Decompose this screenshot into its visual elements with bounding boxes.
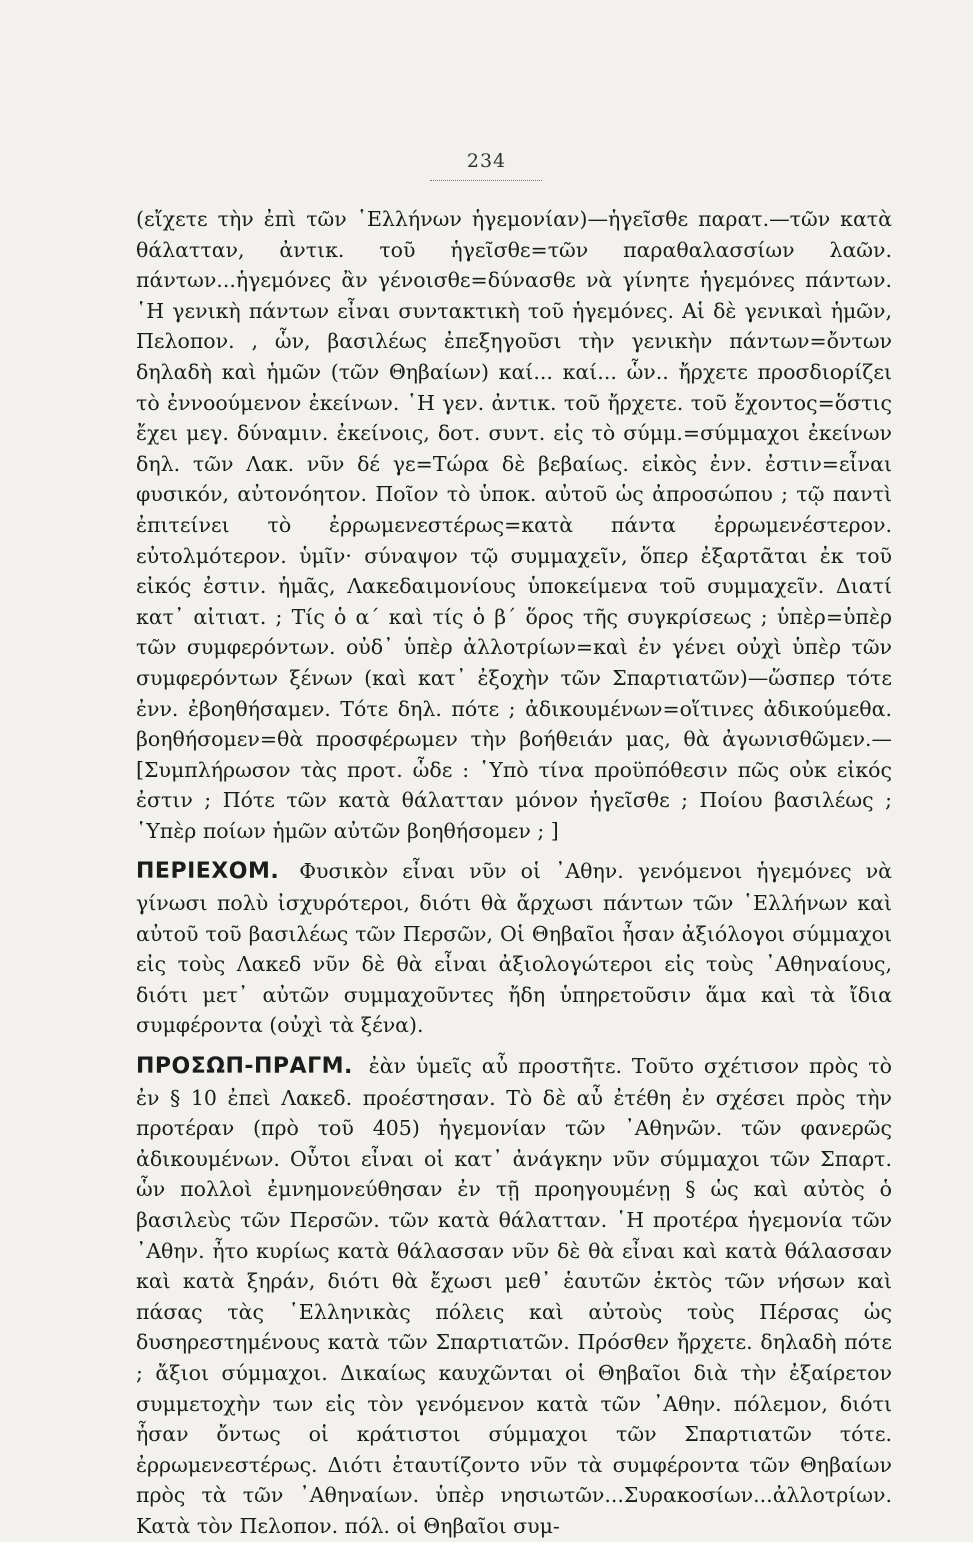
page-number: 234 xyxy=(466,150,507,172)
contents-section xyxy=(136,856,892,1041)
persons-text: ἐὰν ὑμεῖς αὖ προστῆτε. Τοῦτο σχέτισον πρὸς τὸ ἐν § 10 ἐπεὶ Λακεδ. προέστησαν. Τὸ δὲ αὖ ἐτέθη ἐν σχέσει πρὸς τὴν προτέραν (πρὸ τοῦ 405) ἡγεμονίαν τῶν ᾽Αθηνῶν. τῶν φανερῶς ἀδικουμένων. Οὗτοι εἶναι οἱ κατ᾽ ἀνάγκην νῦν σύμμαχοι τῶν Σπαρτ. ὧν πολλοὶ ἐμνημονεύθησαν ἐν τῇ προηγουμένῃ § ὡς καὶ αὐτὸς ὁ βασιλεὺς τῶν Περσῶν. τῶν κατὰ θάλατταν. ῾Η προτέρα ἡγεμονία τῶν ᾽Αθην. ἦτο κυρίως κατὰ θάλασσαν νῦν δὲ θὰ εἶναι καὶ κατὰ θάλασσαν καὶ κατὰ ξηράν, διότι θὰ ἔχωσι μεθ᾽ ἑαυτῶν ἐκτὸς τῶν νήσων καὶ πάσας τὰς ῾Ελληνικὰς πόλεις καὶ αὐτοὺς τοὺς Πέρσας ὡς δυσηρεστημένους κατὰ τῶν Σπαρτιατῶν. Πρόσθεν ἤρχετε. δηλαδὴ πότε ; ἄξιοι σύμμαχοι. Δικαίως καυχῶνται οἱ Θηβαῖοι διὰ τὴν ἐξαίρετον συμμετοχὴν των εἰς τὸν γενόμενον κατὰ τῶν ᾽Αθην. πόλεμον, διότι ἦσαν ὄντως οἱ κράτιστοι σύμμαχοι τῶν Σπαρτιατῶν τότε. ἐρρωμενεστέρως. Διότι ἐταυτίζοντο νῦν τὰ συμφέροντα τῶν Θηβαίων πρὸς τὰ τῶν ᾽Αθηναίων. ὑπὲρ νησιωτῶν...Συρακοσίων...ἀλλοτρίων. Κατὰ τὸν Πελοπον. πόλ. οἱ Θηβαῖοι συμ- xyxy=(136,1054,892,1538)
commentary-paragraph: (εἴχετε τὴν ἐπὶ τῶν ῾Ελλήνων ἡγεμονίαν)—ἡγεῖσθε παρατ.—τῶν κατὰ θάλατταν, ἀντικ. τοῦ ἡγεῖσθε=τῶν παραθαλασσίων λαῶν. πάντων...ἡγεμόνες ἂν γένοισθε=δύνασθε νὰ γίνητε ἡγεμόνες πάντων. ῾Η γενικὴ πάντων εἶναι συντακτικὴ τοῦ ἡγεμόνες. Αἱ δὲ γενικαὶ ἡμῶν, Πελοπον. , ὧν, βασιλέως ἐπεξηγοῦσι τὴν γενικὴν πάντων=ὄντων δηλαδὴ καὶ ἡμῶν (τῶν Θηβαίων) καί... καί... ὧν.. ἤρχετε προσδιορίζει τὸ ἐννοούμενον ἐκείνων. ῾Η γεν. ἀντικ. τοῦ ἤρχετε. τοῦ ἔχοντος=ὅστις ἔχει μεγ. δύναμιν. ἐκείνοις, δοτ. συντ. εἰς τὸ σύμμ.=σύμμαχοι ἐκείνων δηλ. τῶν Λακ. νῦν δέ γε=Τώρα δὲ βεβαίως. εἰκὸς ἐνν. ἐστιν=εἶναι φυσικόν, αὐτονόητον. Ποῖον τὸ ὑποκ. αὐτοῦ ὡς ἀπροσώπου ; τῷ παντὶ ἐπιτείνει τὸ ἐρρωμενεστέρως=κατὰ πάντα ἐρρωμενέστερον. εὐτολμότερον. ὑμῖν· σύναψον τῷ συμμαχεῖν, ὅπερ ἐξαρτᾶται ἐκ τοῦ εἰκός ἐστιν. ἡμᾶς, Λακεδαιμονίους ὑποκείμενα τοῦ συμμαχεῖν. Διατί κατ᾽ αἰτιατ. ; Τίς ὁ α΄ καὶ τίς ὁ β΄ ὅρος τῆς συγκρίσεως ; ὑπὲρ=ὑπὲρ τῶν συμφερόντων. οὐδ᾽ ὑπὲρ ἀλλοτρίων=καὶ ἐν γένει οὐχὶ ὑπὲρ τῶν συμφερόντων ξένων (καὶ κατ᾽ ἐξοχὴν τῶν Σπαρτιατῶν)—ὥσπερ τότε ἐνν. ἐβοηθήσαμεν. Τότε δηλ. πότε ; ἀδικουμένων=οἵτινες ἀδικούμεθα. βοηθήσομεν=θὰ προσφέρωμεν τὴν βοήθειάν μας, θὰ ἀγωνισθῶμεν.—[Συμπλήρωσον τὰς προτ. ὧδε : ῾Υπὸ τίνα προϋπόθεσιν πῶς οὐκ εἰκός ἐστιν ; Πότε τῶν κατὰ θάλατταν μόνον ἡγεῖσθε ; Ποίου βασιλέως ; ῾Υπὲρ ποίων ἡμῶν αὐτῶν βοηθήσομεν ; ] xyxy=(136,207,892,843)
persons-section xyxy=(136,1051,892,1542)
contents-heading: ΠΕΡΙΕΧΟΜ. xyxy=(136,859,280,885)
header-divider xyxy=(430,180,542,181)
persons-heading: ΠΡΟΣΩΠ-ΠΡΑΓΜ. xyxy=(136,1054,353,1080)
page-body xyxy=(136,204,892,1542)
contents-text: Φυσικὸν εἶναι νῦν οἱ ᾽Αθην. γενόμενοι ἡγεμόνες νὰ γίνωσι πολὺ ἰσχυρότεροι, διότι θὰ ἄρχωσι πάντων τῶν ῾Ελλήνων καὶ αὐτοῦ τοῦ βασιλέως τῶν Περσῶν, Οἱ Θηβαῖοι ἦσαν ἀξιόλογοι σύμμαχοι εἰς τοὺς Λακεδ νῦν δὲ θὰ εἶναι ἀξιολογώτεροι εἰς τοὺς ᾽Αθηναίους, διότι μετ᾽ αὐτῶν συμμαχοῦντες ἤδη ὑπηρετοῦσιν ἅμα καὶ τὰ ἴδια συμφέροντα (οὐχὶ τὰ ξένα). xyxy=(136,859,892,1038)
